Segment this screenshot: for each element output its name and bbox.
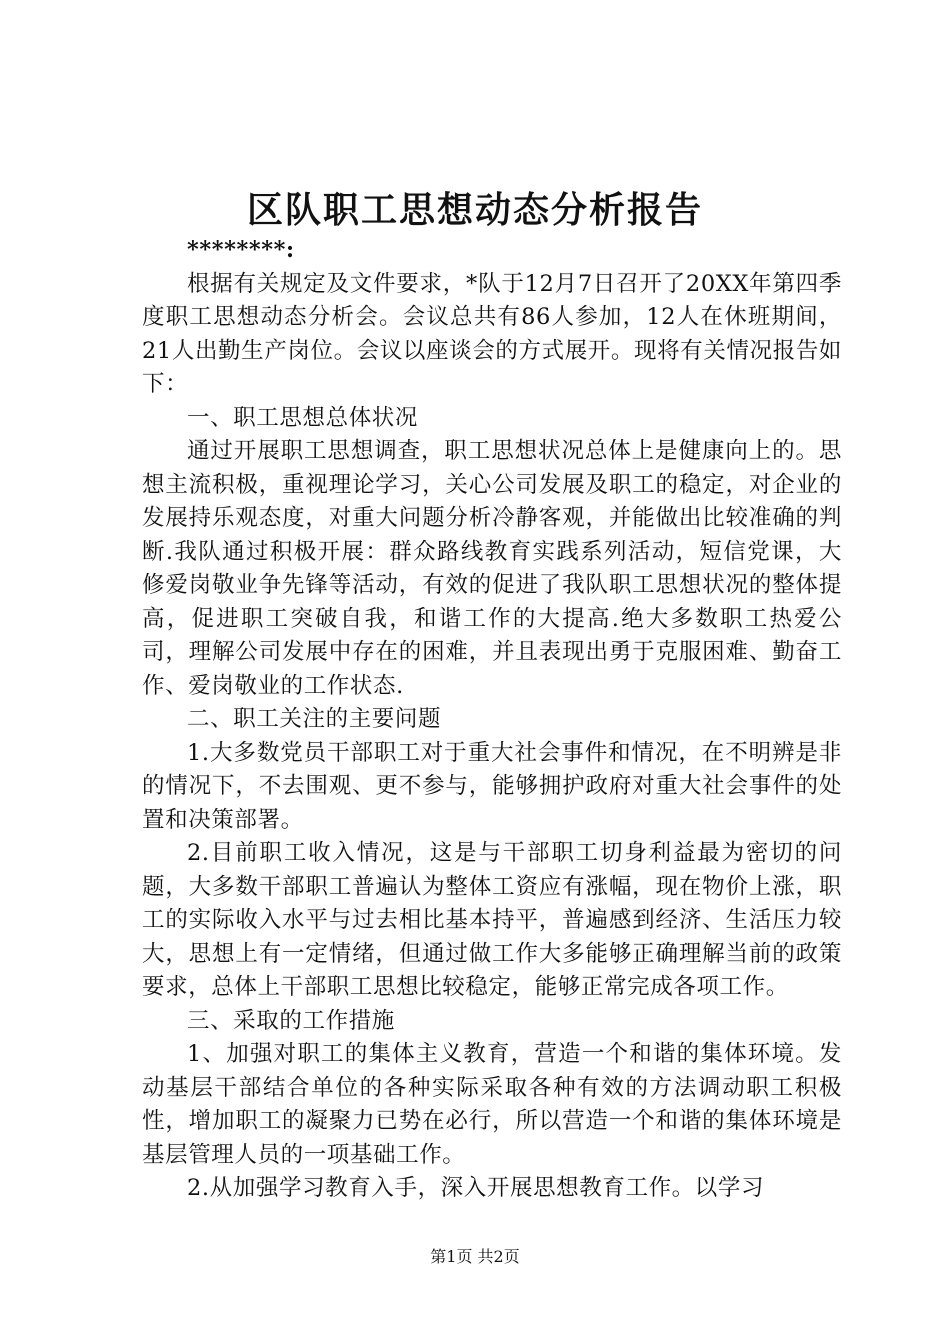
document-body bbox=[142, 234, 842, 1206]
section-heading-3: 三、采取的工作措施 bbox=[187, 1007, 395, 1034]
paragraph-measure-1: 1、加强对职工的集体主义教育，营造一个和谐的集体环境。发动基层干部结合单位的各种实际采取各种有效的方法调动职工积极性，增加职工的凝聚力已势在必行，所以营造一个和谐的集体环境是基层管理人员的一项基础工作。 bbox=[142, 1041, 842, 1168]
paragraph-concern-2: 2.目前职工收入情况，这是与干部职工切身利益最为密切的问题，大多数干部职工普遍认为整体工资应有涨幅，现在物价上涨，职工的实际收入水平与过去相比基本持平，普遍感到经济、生活压力较大，思想上有一定情绪，但通过做工作大多能够正确理解当前的政策要求，总体上干部职工思想比较稳定，能够正常完成各项工作。 bbox=[142, 840, 842, 1000]
salutation: ********: bbox=[187, 237, 295, 263]
section-heading-1: 一、职工思想总体状况 bbox=[187, 404, 419, 431]
paragraph-overall-status: 通过开展职工思想调查，职工思想状况总体上是健康向上的。思想主流积极，重视理论学习，关心公司发展及职工的稳定，对企业的发展持乐观态度，对重大问题分析冷静客观，并能做出比较准确的判断.我队通过积极开展：群众路线教育实践系列活动，短信党课，大修爱岗敬业争先锋等活动，有效的促进了我队职工思想状况的整体提高，促进职工突破自我，和谐工作的大提高.绝大多数职工热爱公司，理解公司发展中存在的困难，并且表现出勇于克服困难、勤奋工作、爱岗敬业的工作状态. bbox=[142, 438, 842, 699]
paragraph-intro: 根据有关规定及文件要求，*队于12月7日召开了20XX年第四季度职工思想动态分析会。会议总共有86人参加，12人在休班期间，21人出勤生产岗位。会议以座谈会的方式展开。现将有关情况报告如下： bbox=[142, 270, 842, 397]
section-heading-2: 二、职工关注的主要问题 bbox=[187, 706, 442, 732]
paragraph-concern-1: 1.大多数党员干部职工对于重大社会事件和情况，在不明辨是非的情况下，不去围观、更不参与，能够拥护政府对重大社会事件的处置和决策部署。 bbox=[142, 739, 842, 833]
page-footer: 第1页 共2页 bbox=[430, 1247, 520, 1266]
document-title: 区队职工思想动态分析报告 bbox=[246, 189, 703, 231]
paragraph-measure-2: 2.从加强学习教育入手，深入开展思想教育工作。以学习 bbox=[187, 1175, 765, 1201]
